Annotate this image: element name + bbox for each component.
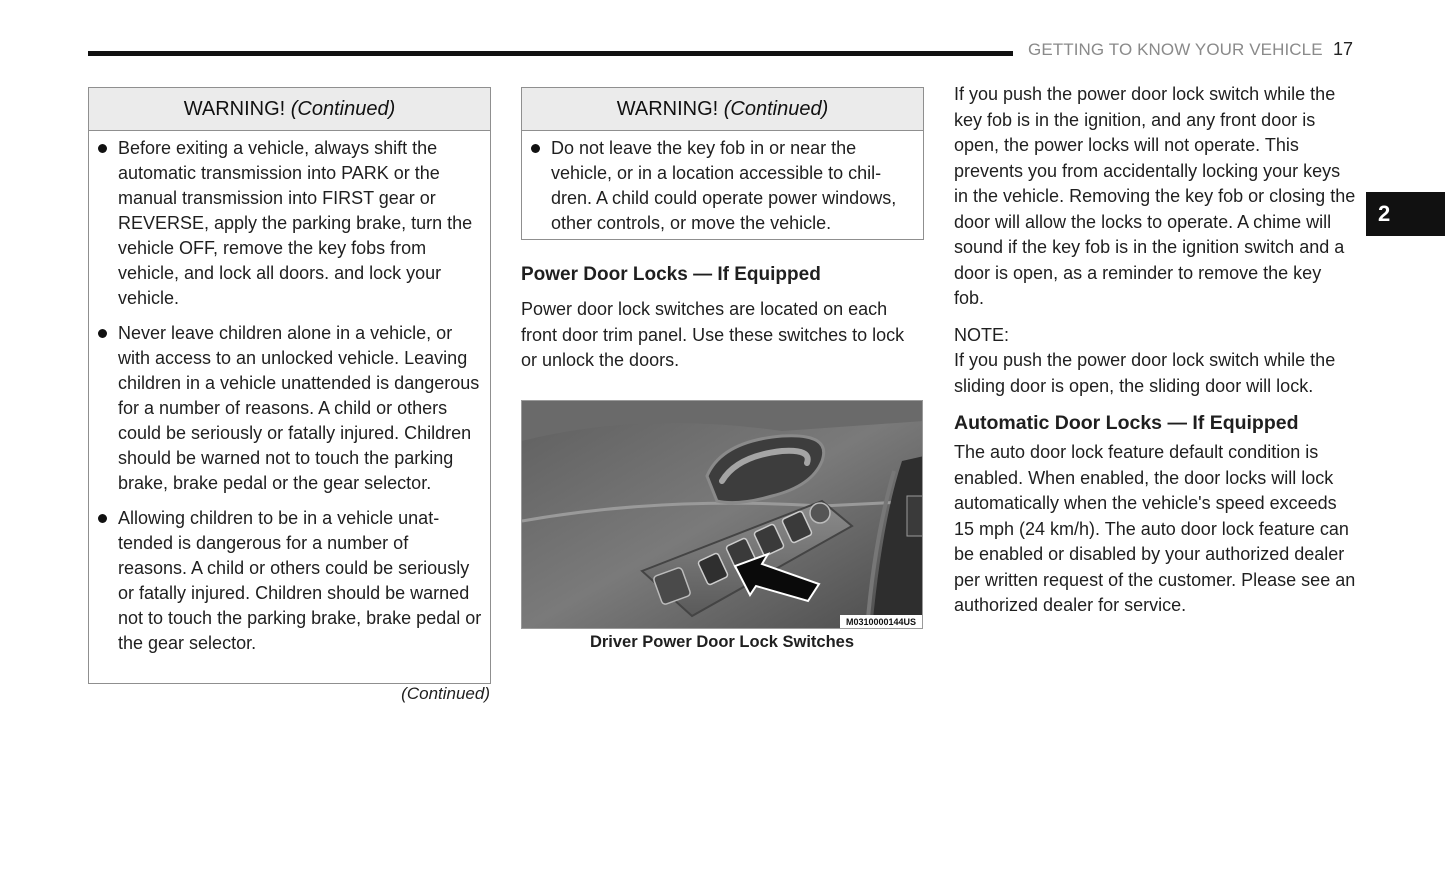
lock-intro-paragraph: If you push the power door lock switch while the key fob is in the ignition, and any front door is open, the power locks will not operate. This prevents you from accidentally locking your keys in the vehicle. Removing the key fob or closing the door will allow the locks to operate. A chime will sound if the key fob is in the ignition switch and a door is open, as a reminder to remove the key fob.	[954, 84, 1356, 308]
bullet-icon	[98, 514, 107, 523]
warning-box-middle	[521, 87, 924, 240]
warning-list	[522, 131, 923, 240]
bullet-icon	[531, 144, 540, 153]
section-body: Power door lock switches are located on each front door trim panel. Use these switches to lock or unlock the doors.	[521, 299, 905, 370]
warning-header	[522, 88, 923, 131]
warning-box-left	[88, 87, 491, 684]
warning-list	[89, 131, 490, 660]
list-item	[97, 136, 482, 311]
header-rule	[88, 51, 1013, 56]
note-label: NOTE:	[954, 324, 1010, 345]
figure-caption: Driver Power Door Lock Switches	[589, 633, 855, 651]
running-header: GETTING TO KNOW YOUR VEHICLE	[1028, 40, 1323, 59]
list-item	[97, 321, 482, 496]
list-item	[97, 506, 482, 656]
note-text: If you push the power door lock switch while the sliding door is open, the sliding door will lock.	[954, 350, 1336, 396]
continued-label: (Continued)	[401, 684, 490, 703]
bullet-icon	[98, 144, 107, 153]
figure-code: M0310000144US	[845, 617, 917, 627]
warning-title-continued: (Continued)	[723, 98, 829, 120]
list-item	[530, 136, 915, 236]
warning-title: WARNING!	[183, 98, 286, 120]
list-item-text: Before exiting a vehicle, always shift the automatic transmission into PARK or the manual transmission into FIRST gear or REVERSE, apply the parking brake, turn the vehicle OFF, remove the key fobs from vehicle, and lock all doors. and lock your vehicle.	[118, 138, 473, 308]
list-item-text: Allowing children to be in a vehicle unat-tended is dangerous for a number of reasons. A child or others could be seriously or fatally injured. Children should be warned not to touch the parking brake, brake pedal or the gear selector.	[118, 508, 482, 653]
door-panel-illustration	[522, 401, 923, 629]
warning-header	[89, 88, 490, 131]
power-door-locks-section	[521, 264, 923, 374]
warning-title-continued: (Continued)	[290, 98, 396, 120]
auto-locks-heading: Automatic Door Locks — If Equipped	[954, 412, 1299, 434]
right-column	[954, 82, 1356, 619]
bullet-icon	[98, 329, 107, 338]
page-number: 17	[1333, 39, 1354, 59]
auto-locks-body: The auto door lock feature default condition is enabled. When enabled, the door locks will lock automatically when the vehicle's speed exceeds 15 mph (24 km/h). The auto door lock feature can be enabled or disabled by your authorized dealer per written request of the customer. Please see an authorized dealer for service.	[954, 442, 1356, 615]
chapter-tab[interactable]: 2	[1366, 192, 1445, 236]
door-lock-switch-photo	[521, 400, 923, 629]
list-item-text: Never leave children alone in a vehicle, or with access to an unlocked vehicle. Leaving children in a vehicle unattended is dangerous for a number of reasons. A child or others could be seriously or fatally injured. Children should be warned not to touch the parking brake, brake pedal or the gear selector.	[118, 323, 480, 493]
list-item-text: Do not leave the key fob in or near the vehicle, or in a location accessible to chil-dren. A child could operate power windows, other controls, or move the vehicle.	[551, 138, 897, 233]
section-heading: Power Door Locks — If Equipped	[521, 264, 821, 285]
warning-title: WARNING!	[616, 98, 719, 120]
